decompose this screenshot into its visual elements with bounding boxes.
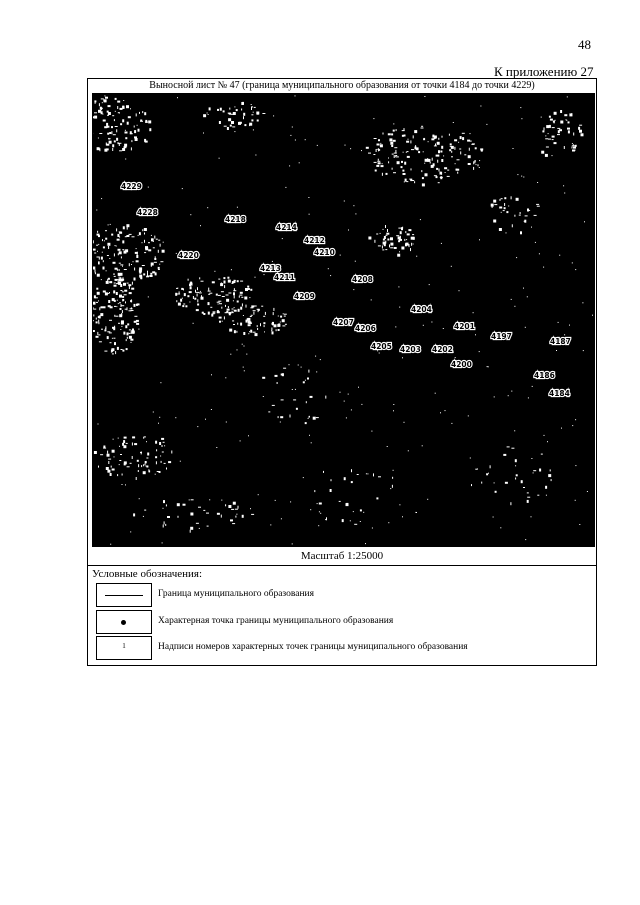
boundary-point-label: 4187	[550, 337, 571, 346]
map-area[interactable]	[92, 93, 595, 547]
boundary-point-label: 4205	[371, 342, 392, 351]
legend-item-label	[96, 636, 592, 662]
boundary-point-label: 4209	[294, 292, 315, 301]
boundary-point-label: 4202	[432, 345, 453, 354]
legend-item-boundary	[96, 583, 592, 609]
boundary-point-label: 4229	[121, 182, 142, 191]
boundary-point-label: 4200	[451, 360, 472, 369]
boundary-point-label: 4204	[411, 305, 432, 314]
boundary-point-label: 4184	[549, 389, 570, 398]
legend-divider	[88, 565, 596, 566]
boundary-line-icon	[105, 595, 143, 596]
boundary-point-label: 4206	[355, 324, 376, 333]
boundary-point-label: 4213	[260, 264, 281, 273]
point-labels	[121, 182, 571, 398]
boundary-point-label: 4211	[274, 273, 295, 282]
boundary-point-label: 4203	[400, 345, 421, 354]
scale-label: Масштаб 1:25000	[300, 550, 384, 562]
boundary-point-label: 4214	[276, 223, 297, 232]
legend-symbol-box	[96, 583, 152, 607]
boundary-point-label: 4208	[352, 275, 373, 284]
legend-text: Надписи номеров характерных точек границы муниципального образования	[158, 642, 468, 652]
boundary-point-label: 4207	[333, 318, 354, 327]
point-label-icon: 1	[122, 642, 126, 650]
boundary-point-label: 4197	[491, 332, 512, 341]
map-sheet-frame	[87, 78, 597, 666]
boundary-point-icon	[121, 620, 126, 625]
legend-text: Характерная точка границы муниципального образования	[158, 616, 394, 626]
boundary-point-label: 4218	[225, 215, 246, 224]
legend-symbol-box	[96, 636, 152, 660]
sheet-title: Выносной лист № 47 (граница муниципального образования от точки 4184 до точки 4229)	[149, 80, 535, 91]
boundary-point-label: 4186	[534, 371, 555, 380]
boundary-point-label: 4201	[454, 322, 475, 331]
legend-item-point	[96, 610, 592, 636]
boundary-point-label: 4220	[178, 251, 199, 260]
legend-text: Граница муниципального образования	[158, 589, 314, 599]
legend-title: Условные обозначения:	[92, 568, 203, 580]
boundary-point-label: 4210	[314, 248, 335, 257]
appendix-label: К приложению 27	[494, 64, 594, 79]
boundary-point-label: 4228	[137, 208, 158, 217]
page-number: 48	[578, 37, 591, 52]
map-canvas	[93, 94, 595, 547]
boundary-point-label: 4212	[304, 236, 325, 245]
legend-symbol-box	[96, 610, 152, 634]
